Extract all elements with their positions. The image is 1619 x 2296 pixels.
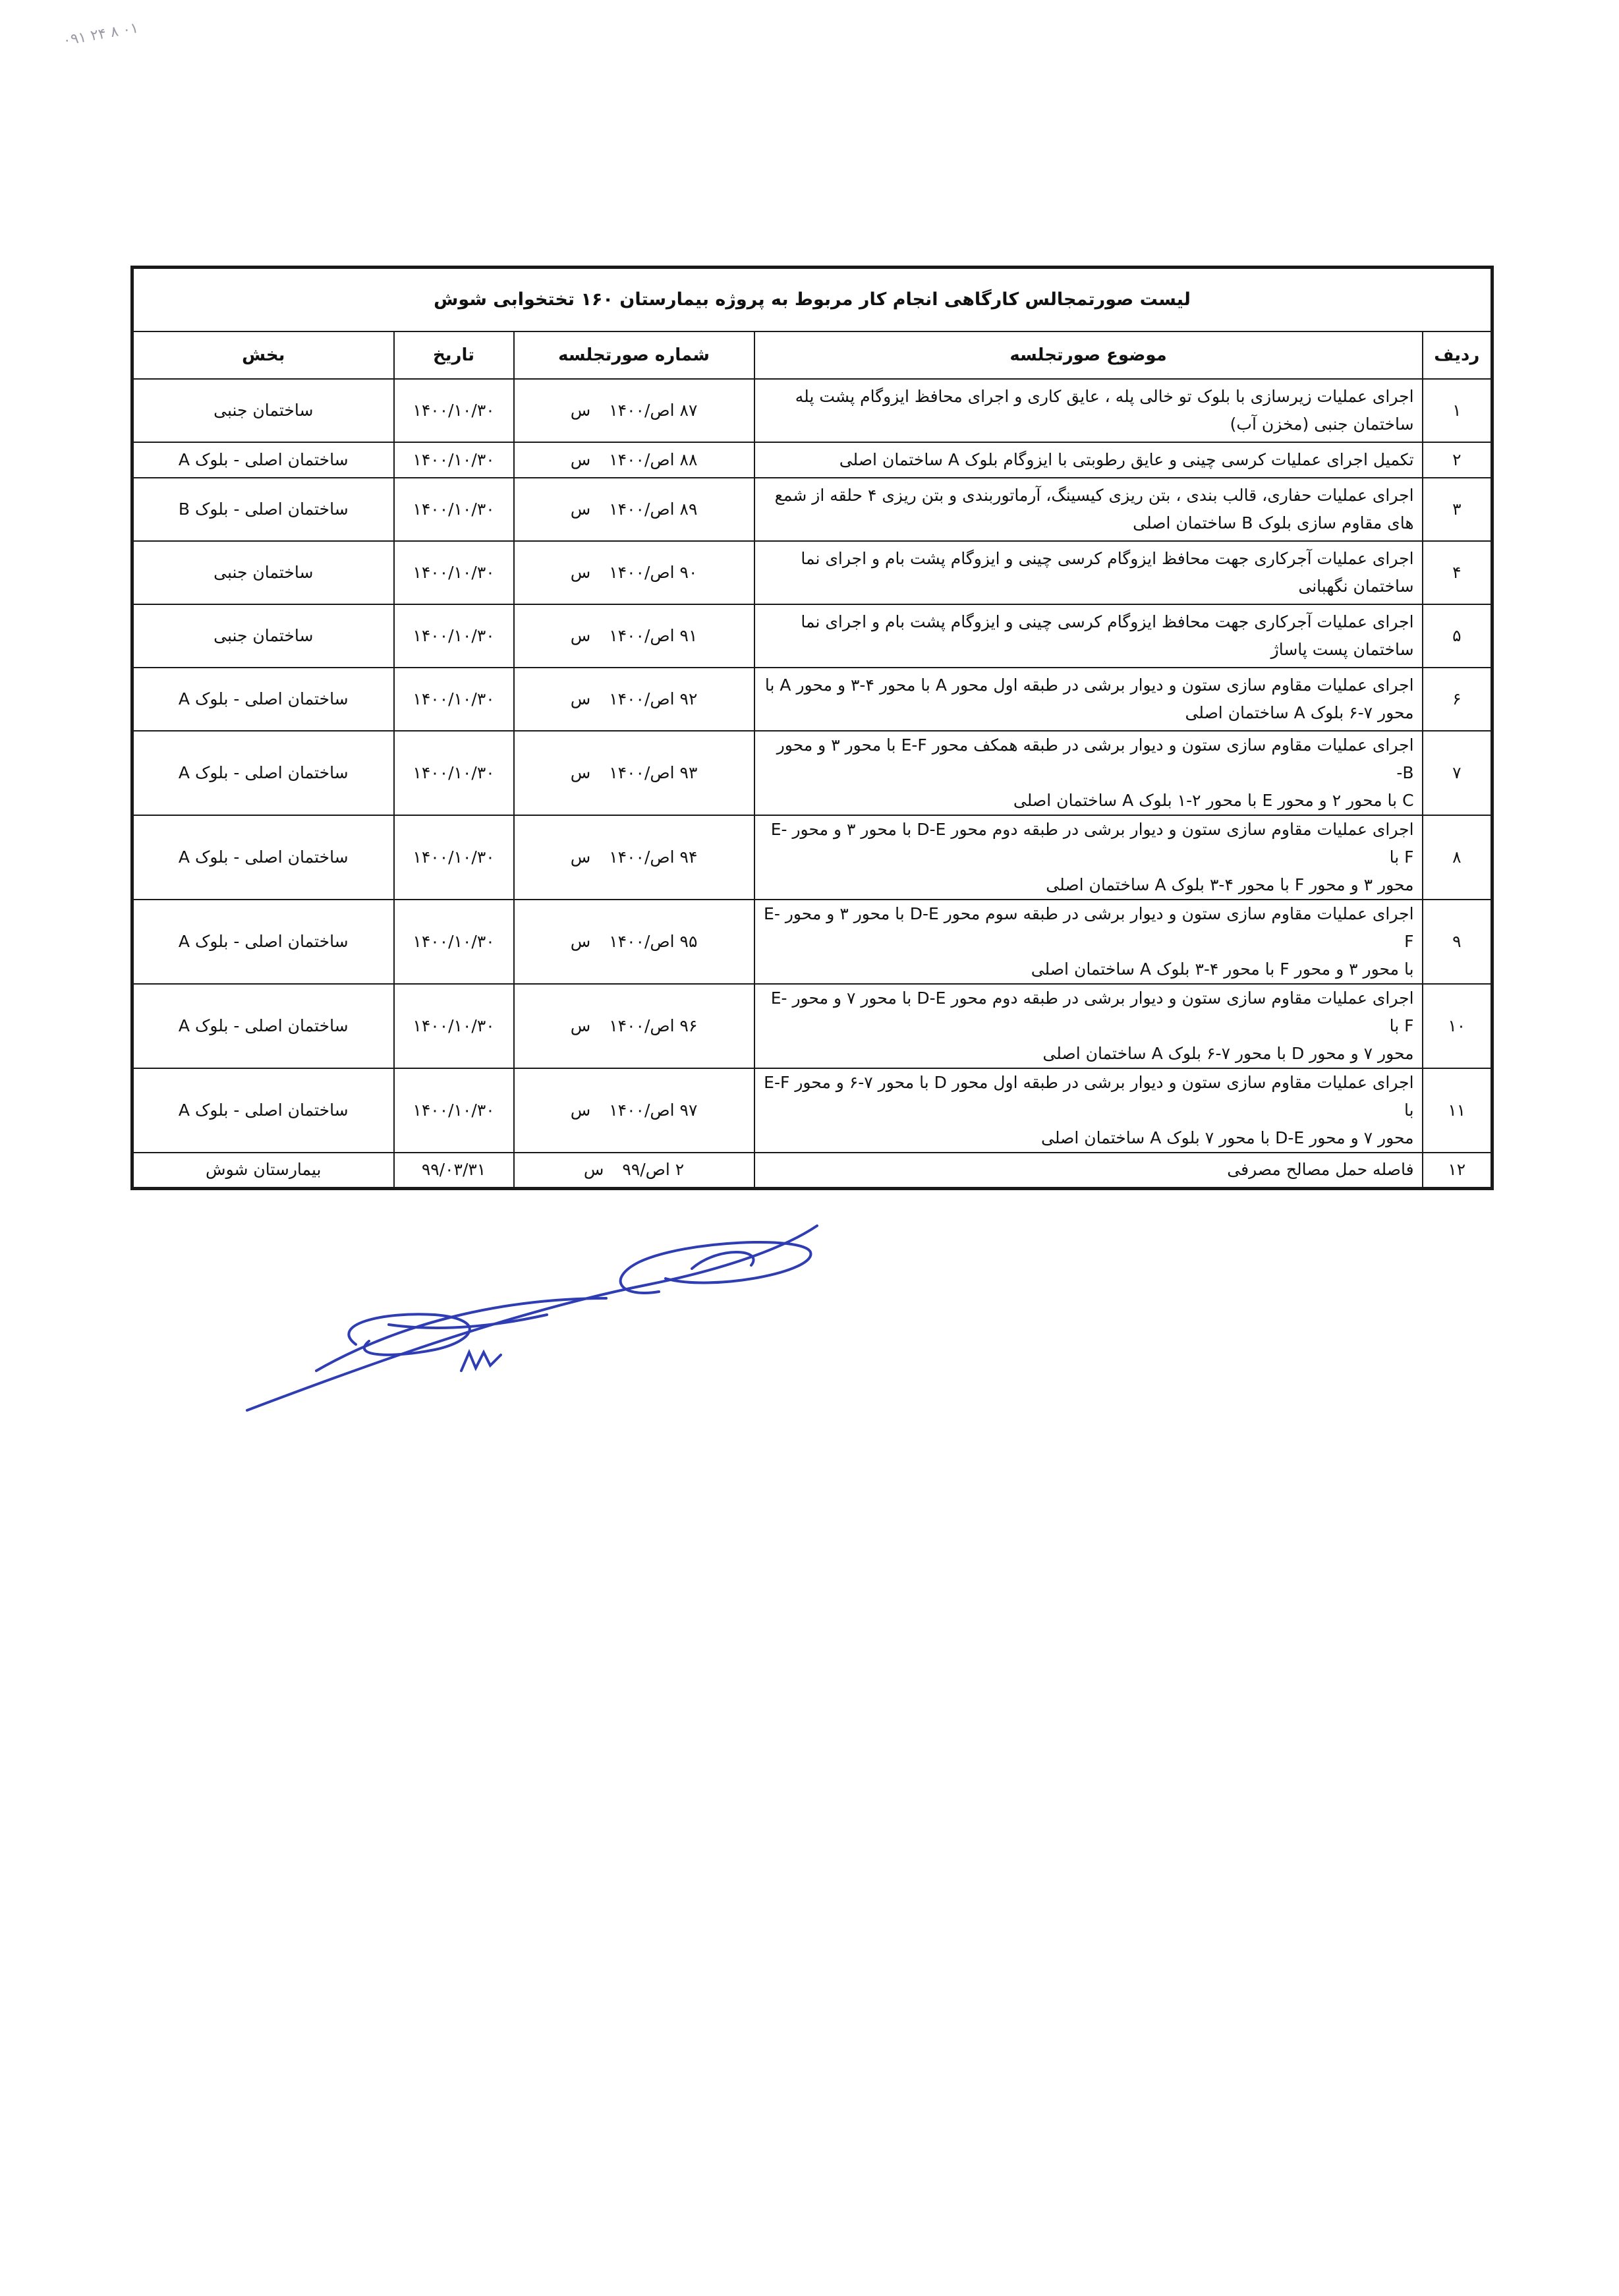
minutes-number-suffix: س [583, 1160, 604, 1180]
header-row [132, 331, 1492, 379]
cell-row-number: ۱۱ [1423, 1068, 1492, 1153]
minutes-number-main: ۹۱ اص/۱۴۰۰ [609, 626, 698, 645]
cell-subject [754, 379, 1423, 442]
subject-line: های مقاوم سازی بلوک B ساختمان اصلی [1133, 513, 1414, 532]
table-row [132, 815, 1492, 900]
cell-minutes-number [514, 900, 754, 984]
subject-line: ساختمان پست پاساژ [1270, 640, 1414, 659]
cell-section: ساختمان جنبی [132, 379, 394, 442]
cell-section: ساختمان اصلی - بلوک A [132, 815, 394, 900]
minutes-number-main: ۹۴ اص/۱۴۰۰ [609, 847, 698, 867]
subject-line: ساختمان نگهبانی [1298, 577, 1414, 596]
cell-row-number: ۱۰ [1423, 984, 1492, 1068]
subject-line: اجرای عملیات آجرکاری جهت محافظ ایزوگام کرسی چینی و ایزوگام پشت بام و اجرای نما [801, 612, 1414, 631]
minutes-number-suffix: س [570, 563, 591, 582]
minutes-number-main: ۹۷ اص/۱۴۰۰ [609, 1101, 698, 1120]
table-row [132, 442, 1492, 478]
header-row-number: ردیف [1423, 331, 1492, 379]
corner-stamp-mark: ۰۹۱ ۲۴ ۸ ۰۱ [61, 20, 140, 49]
cell-subject [754, 984, 1423, 1068]
cell-subject [754, 541, 1423, 604]
minutes-number-main: ۹۶ اص/۱۴۰۰ [609, 1016, 698, 1035]
minutes-number-suffix: س [570, 626, 591, 645]
table-row [132, 379, 1492, 442]
cell-row-number: ۴ [1423, 541, 1492, 604]
table-row [132, 1153, 1492, 1188]
minutes-number-main: ۹۰ اص/۱۴۰۰ [609, 563, 698, 582]
cell-row-number: ۱ [1423, 379, 1492, 442]
cell-minutes-number [514, 604, 754, 668]
minutes-number-main: ۲ اص/۹۹ [622, 1160, 685, 1180]
subject-line: با محور ۳ و محور F با محور ۴-۳ بلوک A ساختمان اصلی [1031, 960, 1414, 979]
header-section: بخش [132, 331, 394, 379]
cell-section: ساختمان اصلی - بلوک A [132, 731, 394, 815]
cell-section: ساختمان اصلی - بلوک A [132, 1068, 394, 1153]
cell-subject [754, 668, 1423, 731]
cell-minutes-number [514, 442, 754, 478]
header-date: تاریخ [394, 331, 514, 379]
cell-minutes-number [514, 379, 754, 442]
subject-line: C با محور ۲ و محور E با محور ۲-۱ بلوک A ساختمان اصلی [1013, 791, 1414, 810]
subject-line: فاصله حمل مصالح مصرفی [1227, 1160, 1414, 1180]
minutes-number-main: ۸۹ اص/۱۴۰۰ [609, 500, 698, 519]
cell-row-number: ۹ [1423, 900, 1492, 984]
cell-section: بیمارستان شوش [132, 1153, 394, 1188]
minutes-number-suffix: س [570, 689, 591, 708]
subject-line: محور ۷ و محور D-E با محور ۷ بلوک A ساختمان اصلی [1041, 1128, 1414, 1147]
cell-subject [754, 604, 1423, 668]
table-row [132, 1068, 1492, 1153]
cell-minutes-number [514, 478, 754, 541]
minutes-number-main: ۸۷ اص/۱۴۰۰ [609, 401, 698, 420]
table-row [132, 731, 1492, 815]
cell-subject [754, 1153, 1423, 1188]
cell-section: ساختمان اصلی - بلوک A [132, 668, 394, 731]
table-row [132, 541, 1492, 604]
cell-section: ساختمان اصلی - بلوک A [132, 900, 394, 984]
cell-date: ۱۴۰۰/۱۰/۳۰ [394, 984, 514, 1068]
cell-section: ساختمان اصلی - بلوک B [132, 478, 394, 541]
cell-row-number: ۸ [1423, 815, 1492, 900]
subject-line: اجرای عملیات زیرسازی با بلوک تو خالی پله ، عایق کاری و اجرای محافظ ایزوگام پشت پله [795, 387, 1414, 406]
subject-line: اجرای عملیات مقاوم سازی ستون و دیوار برشی در طبقه دوم محور D-E با محور ۳ و محور E-F با [770, 820, 1414, 867]
cell-date: ۱۴۰۰/۱۰/۳۰ [394, 379, 514, 442]
table-row [132, 668, 1492, 731]
minutes-number-suffix: س [570, 1101, 591, 1120]
cell-minutes-number [514, 984, 754, 1068]
subject-line: اجرای عملیات مقاوم سازی ستون و دیوار برشی در طبقه دوم محور D-E با محور ۷ و محور E-F با [770, 989, 1414, 1035]
subject-line: ساختمان جنبی (مخزن آب) [1230, 415, 1414, 434]
cell-row-number: ۳ [1423, 478, 1492, 541]
cell-row-number: ۷ [1423, 731, 1492, 815]
subject-line: اجرای عملیات مقاوم سازی ستون و دیوار برشی در طبقه اول محور A با محور ۴-۳ و محور A با [764, 675, 1414, 695]
cell-date: ۹۹/۰۳/۳۱ [394, 1153, 514, 1188]
cell-date: ۱۴۰۰/۱۰/۳۰ [394, 731, 514, 815]
minutes-number-suffix: س [570, 847, 591, 867]
subject-line: محور ۳ و محور F با محور ۴-۳ بلوک A ساختمان اصلی [1046, 875, 1414, 894]
cell-date: ۱۴۰۰/۱۰/۳۰ [394, 900, 514, 984]
header-subject: موضوع صورتجلسه [754, 331, 1423, 379]
cell-minutes-number [514, 668, 754, 731]
table-row [132, 604, 1492, 668]
cell-minutes-number [514, 731, 754, 815]
subject-line: اجرای عملیات حفاری، قالب بندی ، بتن ریزی کیسینگ، آرماتوربندی و بتن ریزی ۴ حلقه از شمع [774, 486, 1414, 505]
subject-line: محور ۷-۶ بلوک A ساختمان اصلی [1185, 703, 1414, 722]
subject-line: اجرای عملیات مقاوم سازی ستون و دیوار برشی در طبقه اول محور D با محور ۷-۶ و محور E-F با [764, 1073, 1414, 1120]
cell-section: ساختمان اصلی - بلوک A [132, 984, 394, 1068]
cell-minutes-number [514, 815, 754, 900]
table-row [132, 984, 1492, 1068]
minutes-number-suffix: س [570, 1016, 591, 1035]
cell-minutes-number [514, 1068, 754, 1153]
minutes-list-table [130, 266, 1494, 1190]
cell-subject [754, 731, 1423, 815]
minutes-number-suffix: س [570, 450, 591, 469]
cell-section: ساختمان جنبی [132, 541, 394, 604]
subject-line: محور ۷ و محور D با محور ۷-۶ بلوک A ساختمان اصلی [1042, 1044, 1414, 1063]
cell-date: ۱۴۰۰/۱۰/۳۰ [394, 541, 514, 604]
cell-subject [754, 1068, 1423, 1153]
subject-line: تکمیل اجرای عملیات کرسی چینی و عایق رطوبتی با ایزوگام بلوک A ساختمان اصلی [839, 450, 1414, 469]
cell-date: ۱۴۰۰/۱۰/۳۰ [394, 478, 514, 541]
handwritten-signature-icon [237, 1199, 870, 1437]
cell-date: ۱۴۰۰/۱۰/۳۰ [394, 604, 514, 668]
cell-date: ۱۴۰۰/۱۰/۳۰ [394, 668, 514, 731]
minutes-number-suffix: س [570, 932, 591, 951]
minutes-number-main: ۹۲ اص/۱۴۰۰ [609, 689, 698, 708]
minutes-number-main: ۹۵ اص/۱۴۰۰ [609, 932, 698, 951]
minutes-number-main: ۹۳ اص/۱۴۰۰ [609, 763, 698, 782]
cell-date: ۱۴۰۰/۱۰/۳۰ [394, 815, 514, 900]
table-title: لیست صورتمجالس کارگاهی انجام کار مربوط به پروژه بیمارستان ۱۶۰ تختخوابی شوش [132, 268, 1492, 332]
subject-line: اجرای عملیات مقاوم سازی ستون و دیوار برشی در طبقه همکف محور E-F با محور ۳ و محور B- [776, 735, 1414, 782]
cell-minutes-number [514, 541, 754, 604]
cell-subject [754, 478, 1423, 541]
cell-row-number: ۶ [1423, 668, 1492, 731]
minutes-number-suffix: س [570, 401, 591, 420]
cell-minutes-number [514, 1153, 754, 1188]
subject-line: اجرای عملیات مقاوم سازی ستون و دیوار برشی در طبقه سوم محور D-E با محور ۳ و محور E-F [764, 904, 1414, 951]
cell-row-number: ۵ [1423, 604, 1492, 668]
cell-subject [754, 442, 1423, 478]
header-minutes-number: شماره صورتجلسه [514, 331, 754, 379]
cell-subject [754, 815, 1423, 900]
subject-line: اجرای عملیات آجرکاری جهت محافظ ایزوگام کرسی چینی و ایزوگام پشت بام و اجرای نما [801, 549, 1414, 568]
table-row [132, 478, 1492, 541]
cell-row-number: ۱۲ [1423, 1153, 1492, 1188]
cell-date: ۱۴۰۰/۱۰/۳۰ [394, 1068, 514, 1153]
minutes-number-suffix: س [570, 763, 591, 782]
table-row [132, 900, 1492, 984]
cell-date: ۱۴۰۰/۱۰/۳۰ [394, 442, 514, 478]
cell-subject [754, 900, 1423, 984]
minutes-number-suffix: س [570, 500, 591, 519]
cell-section: ساختمان جنبی [132, 604, 394, 668]
cell-row-number: ۲ [1423, 442, 1492, 478]
minutes-number-main: ۸۸ اص/۱۴۰۰ [609, 450, 698, 469]
cell-section: ساختمان اصلی - بلوک A [132, 442, 394, 478]
